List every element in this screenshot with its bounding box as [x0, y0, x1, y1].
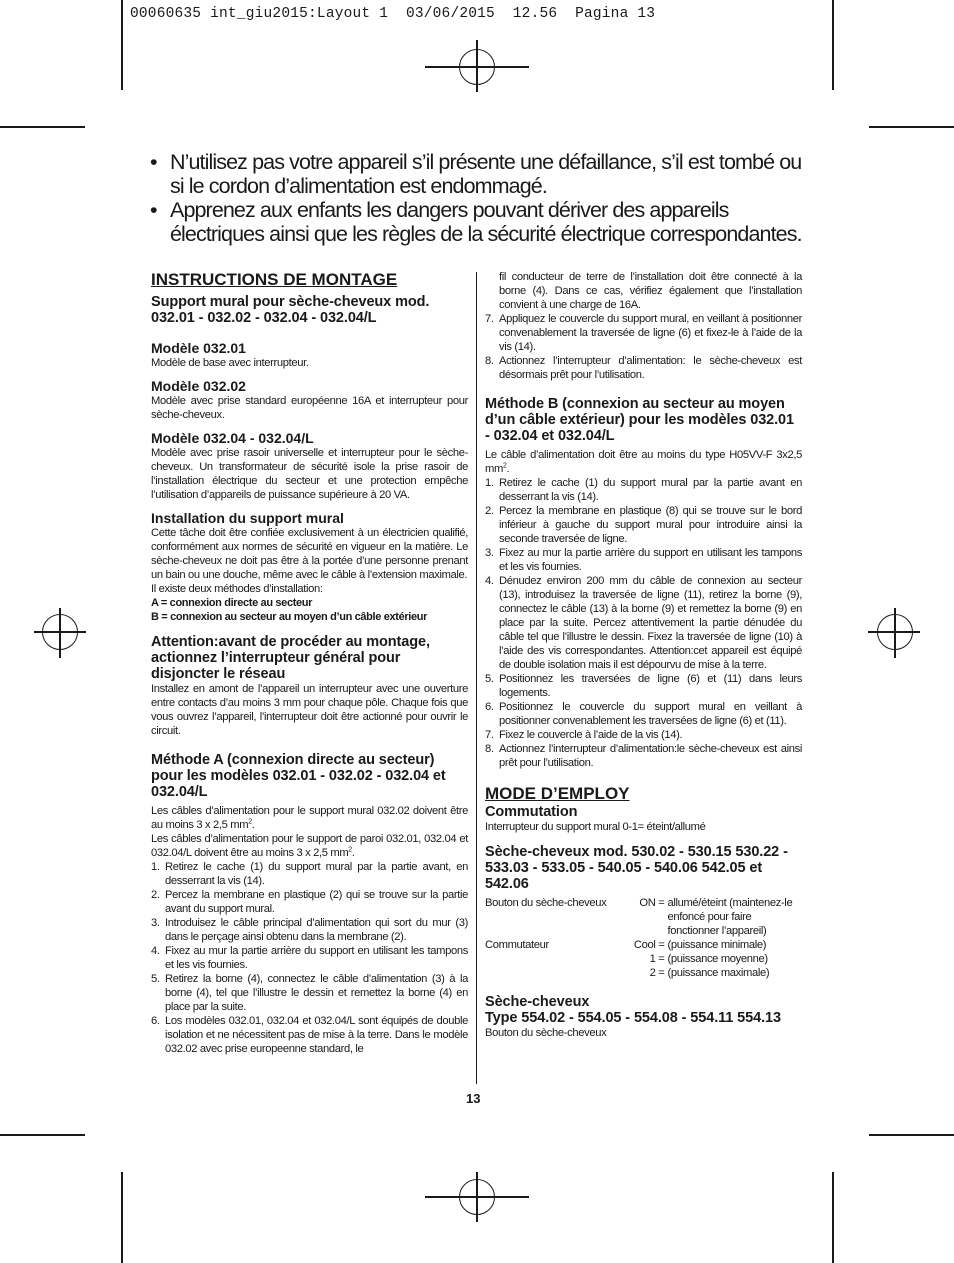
crop-mark [121, 0, 123, 90]
list-item: 3. Fixez au mur la partie arrière du support en utilisant les tampons et les vis fournies. [485, 547, 802, 573]
crop-mark [869, 126, 954, 128]
model-title: Modèle 032.02 [151, 378, 246, 394]
control-label: Bouton du sèche-cheveux [485, 897, 607, 909]
installation-text: Il existe deux méthodes d’installation: [151, 583, 323, 595]
control-label: Commutateur [485, 939, 549, 951]
model-title: Modèle 032.01 [151, 340, 246, 356]
method-a-steps [151, 860, 468, 1056]
list-item: 6. Los modèles 032.01, 032.04 et 032.04/L sont équipés de double isolation et ne nécessitent pas de mise à la terre. Dans le modèle 032.02 avec prise europeenne standard, le [151, 1015, 468, 1055]
control-key: 1 = [649, 953, 665, 965]
installation-text: Cette tâche doit être confiée exclusivement à un électricien qualifié, conformément aux normes de sécurité en vigueur en la matière. Le sèche-cheveux ne doit pas être à la portée d’une personne prenant un bain ou une douche, même avec le câble à l’extension maximale. [151, 527, 468, 581]
dryer-type-title: Type 554.02 - 554.05 - 554.08 - 554.11 554.13 [485, 1010, 781, 1026]
crop-mark [121, 1172, 123, 1263]
method-b-text: Le câble d’alimentation doit être au moins du type H05VV-F 3x2,5 $mm^2$. [485, 449, 802, 475]
list-item: 7. Appliquez le couvercle du support mural, en veillant à positionner convenablement la traversée de ligne (6) et fixez-le à l’aide de la vis (14). [485, 313, 802, 353]
method-a-title: Méthode A (connexion directe au secteur) pour les modèles 032.01 - 032.02 - 032.04 et 032.04/L [151, 752, 446, 800]
list-item: 1. Retirez le cache (1) du support mural par la partie avant, en desserrant la vis (14). [151, 861, 468, 887]
commutation-text: Interrupteur du support mural 0-1= éteint/allumé [485, 821, 706, 833]
method-a-text: Les câbles d’alimentation pour le support mural 032.02 doivent être au moins 3 x 2,5 $mm^2$. [151, 805, 468, 831]
column-divider [476, 272, 477, 1084]
list-item: 2. Percez la membrane en plastique (2) qui se trouve sur la partie avant du support mural. [151, 889, 468, 915]
control-desc: allumé/éteint (maintenez-le enfoncé pour faire fonctionner l’appareil) [667, 897, 793, 937]
list-item: 2. Percez la membrane en plastique (8) qui se trouve sur le bord inférieur à gauche du support mural pour introduire ainsi la seconde traversée de ligne. [485, 505, 802, 545]
section-title-montage: INSTRUCTIONS DE MONTAGE [151, 270, 398, 289]
crop-mark [832, 0, 834, 90]
list-item: 4. Fixez au mur la partie arrière du support en utilisant les tampons et les vis fournies. [151, 945, 468, 971]
list-item: 4. Dénudez environ 200 mm du câble de connexion au secteur (13), introduisez la traversée de ligne (11), retirez la borne (9), connectez le câble (13) à la borne (9) et remettez la borne (9) en place par la suite. Percez attentivement la partie dénudée du câble tel que l’illustre le dessin. Fixez la traversée de ligne (10) à l’aide des vis correspondantes. Attention:cet appareil est équipé de double isolation mais il est dépourvu de mise à la terre. [485, 575, 802, 671]
control-key: ON = [639, 897, 665, 909]
list-item: 5. Retirez la borne (4), connectez le câble d’alimentation (3) à la borne (4), tel que l’illustre le dessin et remettez la borne (4) en place par la suite. [151, 973, 468, 1013]
list-item: 1. Retirez le cache (1) du support mural par la partie avant en desserrant la vis (14). [485, 477, 802, 503]
attention-text: Installez en amont de l’appareil un interrupteur avec une ouverture entre contacts d’au moins 3 mm pour chaque pôle. Chaque fois que vous ouvrez l’appareil, l’interrupteur doit être actionné pour ouvrir le circuit. [151, 683, 468, 737]
dryer-model-title: Sèche-cheveux mod. 530.02 - 530.15 530.22 - 533.03 - 533.05 - 540.05 - 540.06 542.05 et 542.06 [485, 844, 788, 892]
model-text: Modèle de base avec interrupteur. [151, 357, 309, 369]
crop-mark [0, 1134, 85, 1136]
method-b-label: B = connexion au secteur au moyen d’un câble extérieur [151, 611, 428, 623]
crop-mark [869, 1134, 954, 1136]
control-key: 2 = [649, 967, 665, 979]
intro-bullet: • N’utilisez pas votre appareil s’il présente une défaillance, s’il est tombé ou si le cordon d’alimentation est endommagé. [150, 150, 802, 198]
model-text: Modèle avec prise rasoir universelle et interrupteur pour le sèche-cheveux. Un transformateur de sécurité isole la prise rasoir de l’installation électrique du secteur et une protection empêche l’utilisation d’appareils de puissance supérieure à 20 VA. [151, 447, 468, 501]
intro-bullet: • Apprenez aux enfants les dangers pouvant dériver des appareils électriques ainsi que les règles de la sécurité électrique correspondantes. [150, 198, 802, 246]
control-desc: (puissance minimale) [667, 939, 767, 951]
list-item: 7. Fixez le couvercle à l’aide de la vis (14). [485, 729, 683, 741]
page-number: 13 [466, 1091, 481, 1106]
dryer-type-title: Sèche-cheveux [485, 994, 590, 1010]
method-b-title: Méthode B (connexion au secteur au moyen d’un câble extérieur) pour les modèles 032.01 - 032.04 et 032.04/L [485, 396, 794, 444]
list-item: 8. Actionnez l’interrupteur d’alimentation: le sèche-cheveux est désormais prêt pour l’utilisation. [485, 355, 802, 381]
model-title: Modèle 032.04 - 032.04/L [151, 430, 314, 446]
method-b-steps [485, 476, 802, 770]
file-slug: 00060635 int_giu2015:Layout 1 03/06/2015 12.56 Pagina 13 [130, 6, 656, 22]
list-item: 5. Positionnez les traversées de ligne (6) et (11) dans leurs logements. [485, 673, 802, 699]
installation-title: Installation du support mural [151, 510, 344, 526]
control-desc: (puissance moyenne) [667, 953, 768, 965]
method-a-label: A = connexion directe au secteur [151, 597, 313, 609]
right-column [485, 270, 802, 1040]
crop-mark [0, 126, 85, 128]
attention-title: Attention:avant de procéder au montage, actionnez l’interrupteur général pour disjoncter le réseau [151, 634, 430, 682]
list-item: 8. Actionnez l’interrupteur d’alimentation:le sèche-cheveux est ainsi prêt pour l’utilisation. [485, 743, 802, 769]
method-a-text: Les câbles d’alimentation pour le support de paroi 032.01, 032.04 et 032.04/L doivent être au moins 3 x 2,5 $mm^2$. [151, 833, 468, 859]
intro-warnings [150, 150, 810, 246]
support-title: Support mural pour sèche-cheveux mod. 032.01 - 032.02 - 032.04 - 032.04/L [151, 294, 430, 326]
dryer-type-text: Bouton du sèche-cheveux [485, 1027, 607, 1039]
crop-mark [832, 1172, 834, 1263]
left-column [151, 270, 468, 1056]
method-a-steps-continued [485, 312, 802, 382]
continued-text: fil conducteur de terre de l’installation doit être connecté à la borne (4). Dans ce cas, vérifiez également que l’installation convient à une charge de 16A. [499, 271, 802, 311]
section-title-mode: MODE D’EMPLOY [485, 784, 630, 803]
commutation-title: Commutation [485, 804, 578, 820]
list-item: 6. Positionnez le couvercle du support mural en veillant à positionner convenablement les traversées de ligne (6) et (11). [485, 701, 802, 727]
model-text: Modèle avec prise standard européenne 16A et interrupteur pour sèche-cheveux. [151, 395, 468, 421]
list-item: 3. Introduisez le câble principal d’alimentation qui sort du mur (3) dans le perçage ainsi obtenu dans la membrane (2). [151, 917, 468, 943]
controls-table [485, 896, 802, 980]
control-key: Cool = [633, 939, 665, 951]
control-desc: (puissance maximale) [667, 967, 770, 979]
